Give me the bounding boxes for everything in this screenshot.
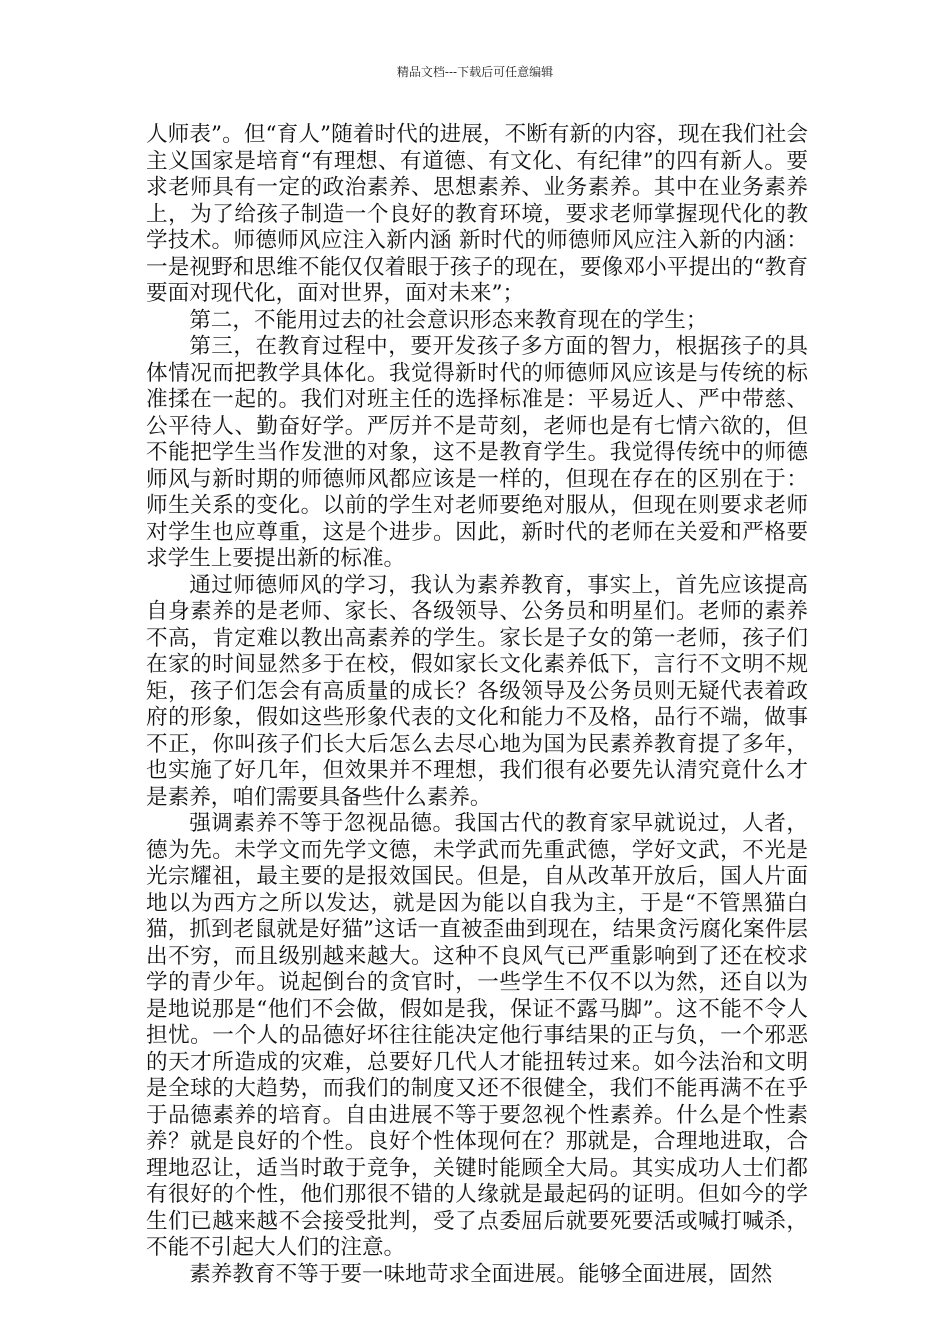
page-header: 精品文档---下载后可任意编辑 bbox=[396, 65, 554, 79]
document-body bbox=[146, 122, 808, 1288]
paragraph-4: 通过师德师风的学习，我认为素养教育，事实上，首先应该提高自身素养的是老师、家长、各级领导、公务员和明星们。老师的素养不高，肯定难以教出高素养的学生。家长是子女的第一老师，孩子们在家的时间显然多于在校，假如家长文化素养低下，言行不文明不规矩，孩子们怎会有高质量的成长？各级领导及公务员则无疑代表着政府的形象，假如这些形象代表的文化和能力不及格，品行不端，做事不正，你叫孩子们长大后怎么去尽心地为国为民素养教育提了多年，也实施了好几年，但效果并不理想，我们很有必要先认清究竟什么才是素养，咱们需要具备些什么素养。 bbox=[146, 572, 808, 810]
paragraph-2: 第二，不能用过去的社会意识形态来教育现在的学生； bbox=[189, 307, 708, 333]
paragraph-1: 人师表”。但“育人”随着时代的进展，不断有新的内容，现在我们社会主义国家是培育“有理想、有道德、有文化、有纪律”的四有新人。要求老师具有一定的政治素养、思想素养、业务素养。其中在业务素养上，为了给孩子制造一个良好的教育环境，要求老师掌握现代化的教学技术。师德师风应注入新内涵 新时代的师德师风应注入新的内涵：一是视野和思维不能仅仅着眼于孩子的现在，要像邓小平提出的“教育要面对现代化，面对世界，面对未来”； bbox=[146, 122, 808, 306]
paragraph-5: 强调素养不等于忽视品德。我国古代的教育家早就说过，人者，德为先。未学文而先学文德，未学武而先重武德，学好文武，不光是光宗耀祖，最主要的是报效国民。但是，自从改革开放后，国人片面地以为西方之所以发达，就是因为能以自我为主，于是“不管黑猫白猫，抓到老鼠就是好猫”这话一直被歪曲到现在，结果贪污腐化案件层出不穷，而且级别越来越大。这种不良风气已严重影响到了还在校求学的青少年。说起倒台的贪官时，一些学生不仅不以为然，还自以为是地说那是“他们不会做，假如是我，保证不露马脚”。这不能不令人担忧。一个人的品德好坏往往能决定他行事结果的正与负，一个邪恶的天才所造成的灾难，总要好几代人才能扭转过来。如今法治和文明是全球的大趋势，而我们的制度又还不很健全，我们不能再满不在乎于品德素养的培育。自由进展不等于要忽视个性素养。什么是个性素养？就是良好的个性。良好个性体现何在？那就是，合理地进取，合理地忍让，适当时敢于竞争，关键时能顾全大局。其实成功人士们都有很好的个性，他们那很不错的人缘就是最起码的证明。但如今的学生们已越来越不会接受批判，受了点委屈后就要死要活或喊打喊杀，不能不引起大人们的注意。 bbox=[146, 811, 808, 1260]
paragraph-6: 素养教育不等于要一味地苛求全面进展。能够全面进展，固然 bbox=[189, 1261, 773, 1287]
paragraph-3: 第三，在教育过程中，要开发孩子多方面的智力，根据孩子的具体情况而把教学具体化。我觉得新时代的师德师风应该是与传统的标准揉在一起的。我们对班主任的选择标准是：平易近人、严中带慈、公平待人、勤奋好学。严厉并不是苛刻，老师也是有七情六欲的，但不能把学生当作发泄的对象，这不是教育学生。我觉得传统中的师德师风与新时期的师德师风都应该是一样的，但现在存在的区别在于：师生关系的变化。以前的学生对老师要绝对服从，但现在则要求老师对学生也应尊重，这是个进步。因此，新时代的老师在关爱和严格要求学生上要提出新的标准。 bbox=[146, 334, 808, 571]
